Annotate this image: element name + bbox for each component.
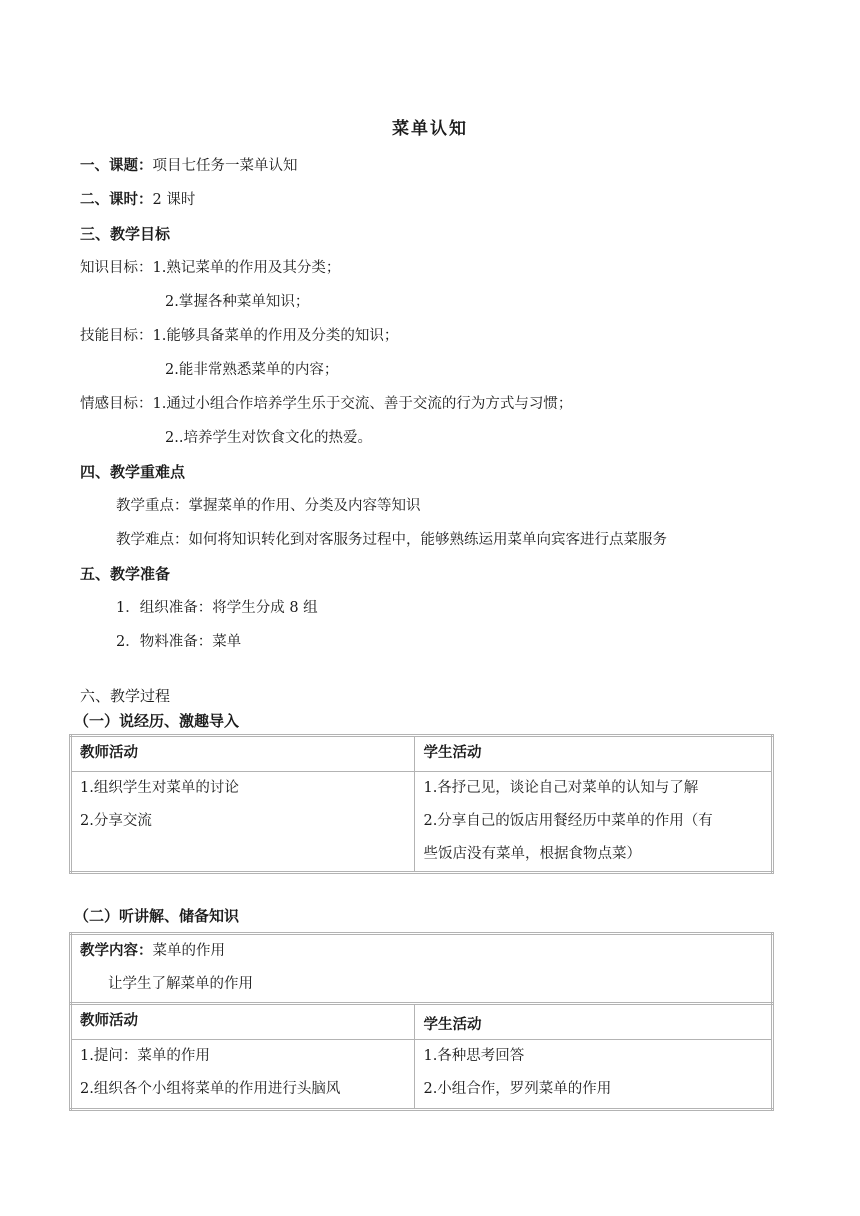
objectives-heading: 三、教学目标 [80, 225, 171, 243]
part2-content-cell [71, 934, 773, 1004]
part1-teacher-cell [71, 772, 415, 873]
hours-label: 二、课时： [80, 192, 153, 208]
part2-content-line [80, 935, 763, 968]
emotion-label: 情感目标： [80, 396, 153, 412]
emotion-objective-1 [80, 394, 572, 414]
part2-teacher-cell [71, 1040, 415, 1110]
part2-student-header: 学生活动 [415, 1004, 773, 1040]
part2-student-item-1: 1.各种思考回答 [423, 1048, 525, 1064]
part2-heading: （二）听讲解、储备知识 [74, 907, 240, 925]
skill-label: 技能目标： [80, 328, 153, 344]
part1-student-header: 学生活动 [415, 736, 773, 772]
part2-teacher-item-1: 1.提问：菜单的作用 [80, 1048, 210, 1064]
part1-student-item-1: 1.各抒己见，谈论自己对菜单的认知与了解 [423, 780, 699, 796]
topic-value: 项目七任务一菜单认知 [152, 158, 298, 174]
part2-teacher-header: 教师活动 [71, 1004, 415, 1040]
content-detail: 让学生了解菜单的作用 [108, 976, 253, 992]
part1-activity-table [69, 734, 774, 874]
lesson-topic [80, 156, 298, 176]
part1-student-item-2b: 些饭店没有菜单，根据食物点菜） [423, 846, 641, 862]
part2-student-item-2: 2.小组合作，罗列菜单的作用 [423, 1081, 612, 1097]
preparation-item-2: 2．物料准备：菜单 [116, 634, 242, 650]
preparation-heading: 五、教学准备 [80, 565, 171, 583]
part1-teacher-item-1: 1.组织学生对菜单的讨论 [80, 780, 239, 796]
process-heading: 六、教学过程 [80, 687, 171, 705]
part1-teacher-item-2: 2.分享交流 [80, 813, 152, 829]
hours-value: 2 课时 [152, 192, 196, 208]
part1-teacher-header: 教师活动 [71, 736, 415, 772]
teaching-difficulty: 教学难点：如何将知识转化到对客服务过程中，能够熟练运用菜单向宾客进行点菜服务 [116, 532, 667, 548]
knowledge-item-1: 1.熟记菜单的作用及其分类； [152, 260, 341, 276]
content-value: 菜单的作用 [152, 943, 225, 959]
part1-student-item-2a: 2.分享自己的饭店用餐经历中菜单的作用（有 [423, 813, 713, 829]
topic-label: 一、课题： [80, 158, 153, 174]
skill-item-1: 1.能够具备菜单的作用及分类的知识； [152, 328, 399, 344]
emotion-item-2: 2..培养学生对饮食文化的热爱。 [165, 430, 372, 446]
knowledge-item-2: 2.掌握各种菜单知识； [165, 294, 310, 310]
document-title: 菜单认知 [392, 119, 468, 139]
preparation-item-1: 1．组织准备：将学生分成 8 组 [116, 600, 318, 616]
part1-heading: （一）说经历、激趣导入 [74, 712, 240, 730]
key-points-heading: 四、教学重难点 [80, 463, 186, 481]
knowledge-objective-1 [80, 258, 340, 278]
part2-student-cell [415, 1040, 773, 1110]
emotion-item-1: 1.通过小组合作培养学生乐于交流、善于交流的行为方式与习惯； [152, 396, 573, 412]
skill-objective-1 [80, 326, 398, 346]
teaching-focus: 教学重点：掌握菜单的作用、分类及内容等知识 [116, 498, 421, 514]
part2-activity-table [69, 1002, 774, 1111]
lesson-hours [80, 190, 195, 210]
part1-student-cell [415, 772, 773, 873]
knowledge-label: 知识目标： [80, 260, 153, 276]
part2-teacher-item-2: 2.组织各个小组将菜单的作用进行头脑风 [80, 1081, 341, 1097]
part2-content-table [69, 932, 774, 1005]
content-label: 教学内容： [80, 943, 153, 959]
skill-item-2: 2.能非常熟悉菜单的内容； [165, 362, 339, 378]
